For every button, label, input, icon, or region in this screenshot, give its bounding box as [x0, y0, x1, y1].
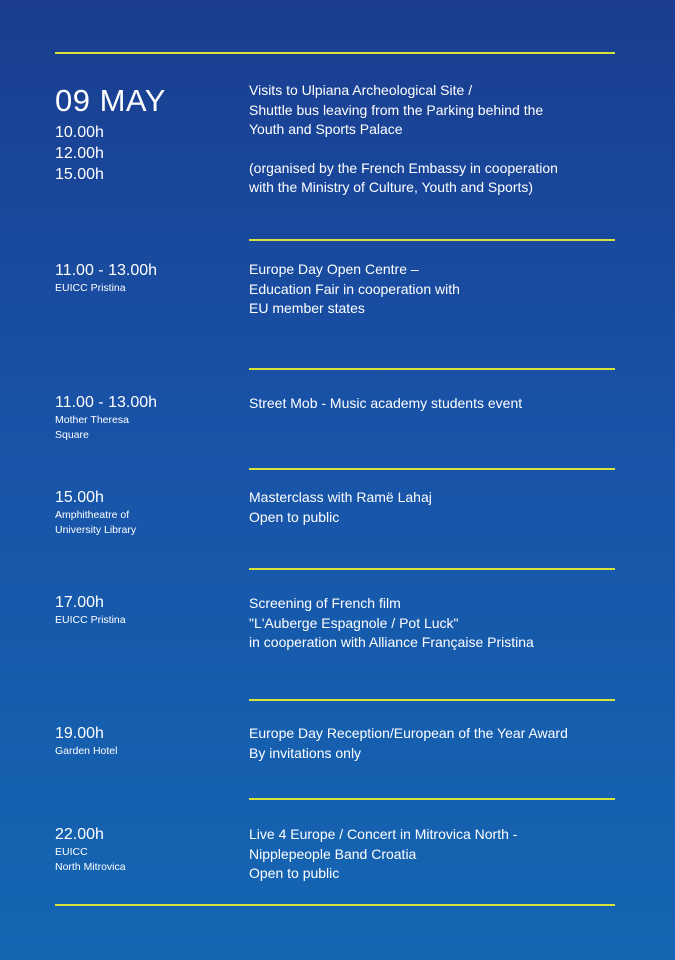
event-time: 22.00h	[55, 826, 104, 843]
event-title-line: Europe Day Reception/European of the Year Award	[249, 725, 568, 741]
event-time-block	[55, 392, 235, 443]
event-venue: Amphitheatre of	[55, 509, 130, 521]
event-divider	[249, 798, 615, 800]
event-venue: EUICC Pristina	[55, 282, 126, 294]
event-title-line: Screening of French film	[249, 595, 401, 611]
event-time: 11.00 - 13.00h	[55, 262, 158, 279]
event-divider	[249, 368, 615, 370]
event-title-line: Education Fair in cooperation with	[249, 280, 460, 297]
event-divider	[249, 239, 615, 241]
event-venue: North Mitrovica	[55, 861, 126, 873]
event-title-line: "L'Auberge Espagnole / Pot Luck"	[249, 614, 459, 631]
event-description	[249, 488, 619, 527]
event-divider	[249, 468, 615, 470]
event-note-line: with the Ministry of Culture, Youth and Sports)	[249, 179, 534, 195]
event-description	[249, 260, 619, 319]
event-title-line: Shuttle bus leaving from the Parking behind the	[249, 101, 544, 118]
event-title-line: in cooperation with Alliance Française Pristina	[249, 634, 534, 650]
event-venue: Square	[55, 429, 89, 441]
event-note-line: (organised by the French Embassy in cooperation	[249, 159, 558, 176]
bottom-divider	[55, 904, 615, 906]
top-divider	[55, 52, 615, 54]
event-venue: Garden Hotel	[55, 745, 118, 757]
event-time: 12.00h	[55, 145, 104, 162]
event-description	[249, 825, 619, 884]
event-time-block	[55, 592, 235, 628]
event-description	[249, 81, 619, 198]
event-title-line: Europe Day Open Centre –	[249, 261, 419, 277]
event-venue: Mother Theresa	[55, 414, 129, 426]
date-heading: 09 MAY	[55, 83, 166, 118]
event-time-block	[55, 487, 235, 538]
event-time: 10.00h	[55, 124, 104, 141]
event-title-line: By invitations only	[249, 744, 362, 761]
event-description	[249, 594, 619, 653]
event-time-block	[55, 723, 235, 759]
event-title-line: Open to public	[249, 508, 340, 525]
event-time-block	[55, 824, 235, 875]
event-description	[249, 394, 619, 414]
event-time-block	[55, 84, 235, 185]
event-title-line: Visits to Ulpiana Archeological Site /	[249, 82, 473, 98]
event-venue: EUICC	[55, 846, 88, 858]
event-title-line: Street Mob - Music academy students event	[249, 395, 523, 411]
event-divider	[249, 568, 615, 570]
event-time: 15.00h	[55, 166, 104, 183]
event-title-line: Open to public	[249, 865, 340, 881]
event-time: 15.00h	[55, 489, 104, 506]
event-title-line: Live 4 Europe / Concert in Mitrovica North -	[249, 826, 518, 842]
event-venue: EUICC Pristina	[55, 614, 126, 626]
event-description	[249, 724, 619, 763]
event-title-line: Nipplepeople Band Croatia	[249, 845, 417, 862]
event-time: 19.00h	[55, 725, 104, 742]
event-title-line: Youth and Sports Palace	[249, 121, 403, 137]
event-title-line: Masterclass with Ramë Lahaj	[249, 489, 432, 505]
event-time-block	[55, 260, 235, 296]
event-divider	[249, 699, 615, 701]
event-venue: University Library	[55, 524, 137, 536]
event-time: 17.00h	[55, 594, 104, 611]
event-title-line: EU member states	[249, 300, 365, 316]
event-time: 11.00 - 13.00h	[55, 394, 158, 411]
